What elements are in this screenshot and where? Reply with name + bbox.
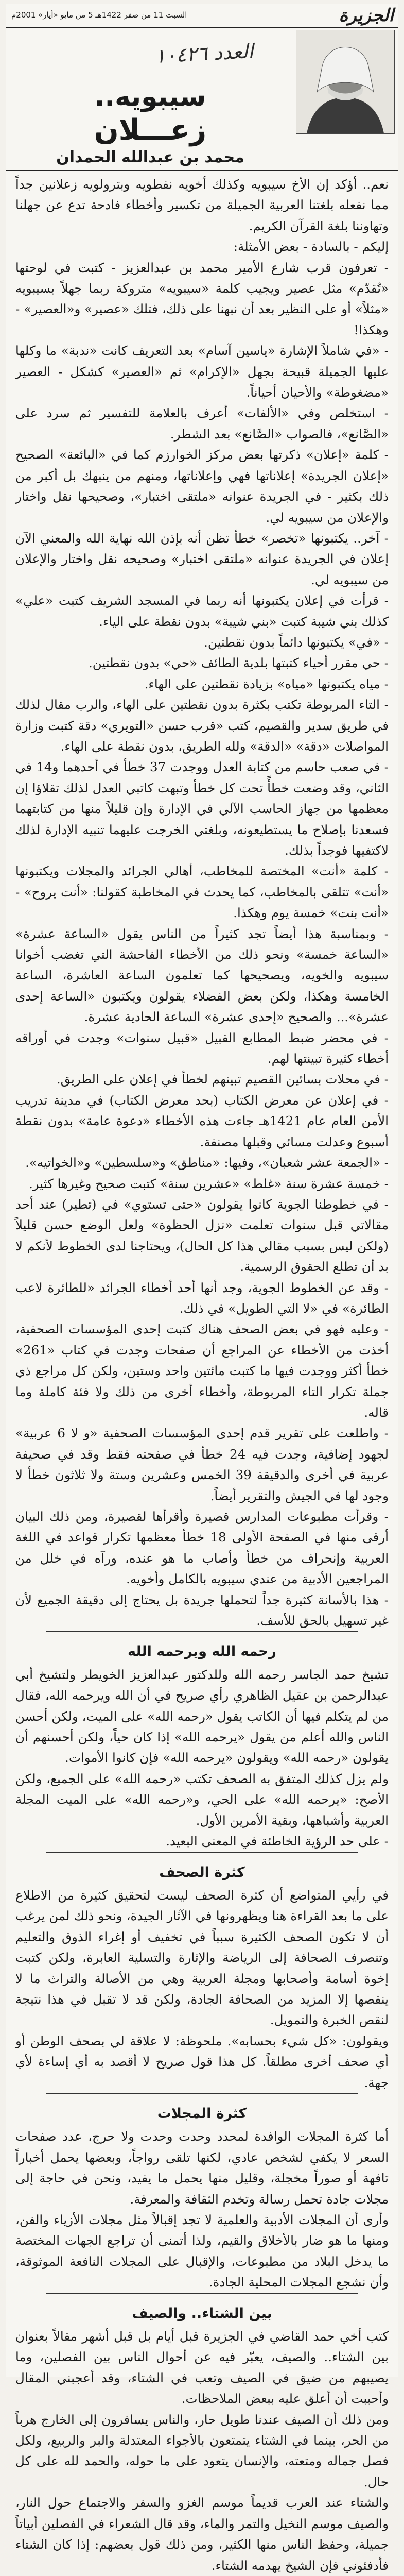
paragraph: إليكم - بالسادة - بعض الأمثلة: bbox=[15, 236, 389, 257]
section-rahmahu bbox=[15, 1631, 389, 1852]
paragraph: والشتاء عند العرب قديماً موسم الغزو والسفر والاجتماع حول النار، والصيف موسم النخيل والتمر والماء، وقد قال الشعراء في الفصلين أبياتاً جميلة، وحفظ الناس منها الكثير، ومن ذلك قول بعضهم: إذا كان الشتاء فأدفئوني فإن الشيخ يهدمه الشتاء. bbox=[15, 2493, 389, 2576]
subhead-newspapers: كثرة الصحف bbox=[15, 1862, 389, 1883]
paragraph: - خمسة عشرة سنة «غلط» «عشرين سنة» كتبت صحيح وغيرها كثير. bbox=[15, 1174, 389, 1194]
paragraph: - في صعب حاسم من كتابة العدل ووجدت 37 خطأ في أحدهما و14 في الثاني، وقد وضعت خطأً تحت كل خطأ وتبهت كاتبي العدل لذلك تقلاؤا إن معظمها من جهاز الحاسب الآلي في الإدارة وإن قليلاً منها من كتابتهما فسعدنا بإصلاح ما يستطيعونه، وبلغتي الخرجت عليهما تنبيه الإدارة لذلك لاكتفيها فوجداً بذلك. bbox=[15, 757, 389, 861]
masthead bbox=[6, 4, 398, 28]
paragraph: - هذا بالأسانة كثيرة جداً لتحملها جريدة بل يحتاج إلى دقيقة الجميع لأن غير تسهيل بالحق للأسف. bbox=[15, 1590, 389, 1632]
section-newspapers bbox=[15, 1852, 389, 2093]
paragraph: - وعليه فهو في بعض الصحف هناك كتبت إحدى المؤسسات الصحفية، أخذت من الأخطاء عن المراجع أن صفحات وجدت في كتاب «261» خطأ أكثر ووجدت فيها ما كتبت مائتين واحد وستين، ولكن كل مراجع ذي جملة تكرار التاء المربوطة، وأخطاء أخرى من ذلك ولا فئة كاملة وما قاله. bbox=[15, 1319, 389, 1423]
paragraph: - استخلص وفي «الألفات» أعرف بالعلامة للتفسير ثم سرد على «الصَّانع»، فالصواب «الصَّانع» بعد الشطر. bbox=[15, 403, 389, 445]
newspaper-page bbox=[6, 4, 398, 2377]
newspaper-logo: الجزيرة bbox=[339, 5, 394, 26]
paragraph: نعم.. أؤكد إن الأخ سيبويه وكذلك أخويه نفطويه وبترولويه زعلانين جداً مما نفعله بلغتنا العربية الجميلة من تكسير وأخطاء فادحة تدع عن جهلنا وتهاوننا بلغة القرآن الكريم. bbox=[15, 174, 389, 236]
paragraph: - في محضر ضبط المطابع القبيل «قبيل سنوات» وجدت في أوراقه أخطاء كثيرة تبينتها لهم. bbox=[15, 1028, 389, 1070]
paragraph: - وقرأت مطبوعات المدارس قصيرة وأقرأها لقصيرة، ومن ذلك البيان أرقى منها في الصفحة الأولى 18 خطأ معظمها تكرار قواعد في اللغة العربية وإنحراف من خطأ وأصاب ما هو عنده، ورآه في خلل من المراجعين الأدبية من عندي سيبويه بالكامل وأخويه. bbox=[15, 1506, 389, 1590]
subhead-magazines: كثرة المجلات bbox=[15, 2104, 389, 2124]
paragraph: - كلمة «إعلان» ذكرتها بعض مركز الخوارزم كما في «البائعة» الصحيح «إعلان الجريدة» إعلاناتها فهي وإعلاناتها، ومنهم من ينبهك بل أكبر من ذلك بكثير - في الجريدة عنوانه «ملتقى اختبار»، وصحيحها نقل واختار والإعلان من سيبويه لي. bbox=[15, 445, 389, 528]
article-headline: زعـــلان bbox=[16, 113, 284, 147]
paragraph: - «في شاملاً الإشارة «ياسين آسام» بعد التعريف كانت «ندبة» ما وكلها عليها الجميلة قبيحة بجهل «الإكرام» ثم «العصير» كشكل - العصير «مضغوطة» والأحيان أحياناً. bbox=[15, 341, 389, 403]
headline-kicker: سيبويه.. bbox=[16, 81, 284, 112]
issue-note-text: العدد ١٠٤٢٦ bbox=[154, 40, 254, 67]
paragraph: ويقولون: «كل شيء بحسابه». ملحوظة: لا علاقة لي بصحف الوطن أو أي صحف أخرى مطلقاً. كل هذا قول صريح لا أقصد به أي إساءة لأي جهة. bbox=[15, 2031, 389, 2093]
paragraph: - «في» يكتبونها دائماً بدون نقطتين. bbox=[15, 632, 389, 653]
handwritten-issue-note bbox=[68, 31, 284, 82]
paragraph: - تعرفون قرب شارع الأمير محمد بن عبدالعزيز - كتبت في لوحتها «تُقدّم» مثل عصير ويجيب كلمة «سيبويه» متروكة ربما جهلاً بسيبويه «مثلاً» أو على النظير بعد أن نبهنا على ذلك، فتلك «عصير» و«العصير» - وهكذا! bbox=[15, 258, 389, 341]
paragraph: - مياه يكتبونها «مياه» بزيادة نقطتين على الهاء. bbox=[15, 674, 389, 694]
paragraph: - في إعلان عن معرض الكتاب (بحد معرض الكتاب) في مدينة تدريب الأمن العام عام 1421هـ جاءت هذه الأخطاء «دعوة عامة» بدون نقطة أسبوع وعدلت مسائي وقبلها مصنفة. bbox=[15, 1090, 389, 1153]
dateline: السبت 11 من صفر 1422هـ 5 من مايو «أيار» 2001م bbox=[11, 10, 300, 20]
article-body bbox=[15, 174, 389, 2576]
paragraph: تشيخ حمد الجاسر رحمه الله وللدكتور عبدالعزيز الخويطر ولتشيخ أبي عبدالرحمن بن عقيل الظاهري رأي صريح في أن الله ويرحمه الله، فقال من لم يتكلم فيها أن الكاتب يقول «رحمه الله» على الميت، ولكن أحسن الناس والله أعلم من يقول «يرحمه الله» إذا كان حياً، ولكن أحسنهم أن يقولون «رحمه الله» ويقولون «يرحمه الله» فإن كانوا الأموات. bbox=[15, 1665, 389, 1769]
paragraph: - حي مقرر أحياء كتبتها بلدية الطائف «حي» بدون نقطتين. bbox=[15, 653, 389, 673]
paragraph: - آخر.. يكتبونها «تخصر» خطأ تظن أنه بإذن الله نهاية الله والمعني الآن إعلان في الجريدة عنوانه «ملتقى اختبار» وصحيحه نقل واختار والإعلان من سيبويه لي. bbox=[15, 528, 389, 590]
paragraph: - في خطوطنا الجوية كانوا يقولون «حتى تستوي» في (تطير) عند أحد مقالاتي قبل سنوات تعلمت «نزل الحظوة» ولعل الوضع حسن قليلاً (ولكن ليس بسبب مقالي هذا كل الحال)، ويحتاجنا لدى الخطوط لأنكم لا بد أن تطلع الحقوق الرسمية. bbox=[15, 1194, 389, 1278]
paragraph: أما كثرة المجلات الوافدة لمحدد وحدت وحدت ولا حرج، عدد صفحات السعر لا يكفي لشخص عادي، لكنها تلقى رواجاً، وبعضها يحمل أخباراً تافهة أو صوراً مخجلة، وقليل منها يحمل ما يفيد، ونحن في حاجة إلى مجلات جادة تحمل رسالة وتخدم الثقافة والمعرفة. bbox=[15, 2126, 389, 2210]
paragraph: في رأيي المتواضع أن كثرة الصحف ليست لتحقيق كثيرة من الاطلاع على ما بعد القراءة هنا ويظهرونها في الآثار الجيدة، ونحو ذلك لمن يرغب أن لا تكون الصحف الكثيرة سبباً في تخفيف أو إغراء الذوق والتعليم وتنصرف الصحافة إلى الرياضة والإثارة والتسلية العابرة، ولكن كتبت إخوة أسامة وأصحابها ومجلة العربية وهي من الأصالة والتراث ما لا ينقصها إلا المزيد من الصحافة الجادة، ولكن قد لا تقبل في هذا نتيجة لنقص الخبرة والتمويل. bbox=[15, 1885, 389, 2031]
author-portrait bbox=[296, 30, 395, 134]
subhead-winter-summer: بين الشتاء.. والصيف bbox=[15, 2303, 389, 2324]
paragraph: ومن ذلك أن الصيف عندنا طويل حار، والناس يسافرون إلى الخارج هرباً من الحر، بينما في الشتاء يتمتعون بالأجواء المعتدلة والبر والربيع، ولكل فصل جماله ومتعته، والإنسان يتعود على ما حوله، والحمد لله على كل حال. bbox=[15, 2410, 389, 2493]
paragraph: - قرأت في إعلان يكتبونها أنه ربما في المسجد الشريف كتبت «علي» كذلك بني شيبة كتبت «بني شيبة» بدون نقطة على الياء. bbox=[15, 590, 389, 632]
section-winter-summer bbox=[15, 2293, 389, 2576]
paragraph: - التاء المربوطة تكتب بكثرة بدون نقطتين على الهاء، والرب مقال لذلك في طريق سدير والقصيم، كتب «قرب حسن «التويري» دقة كتبت وزارة المواصلات «دقة» «الدقة» ولله الطريق، بدون نقطة على الهاء. bbox=[15, 694, 389, 757]
paragraph: ولم يزل كذلك المتفق به الصحف تكتب «رحمه الله» على الجميع، ولكن الأصح: «يرحمه الله» على الحي، و«رحمه الله» على الميت المجلة العربية وأشباهها، وبقية الأمرين الأول. bbox=[15, 1769, 389, 1831]
article-byline: محمد بن عبدالله الحمدان bbox=[16, 148, 284, 166]
paragraph: - على حد الرؤية الخاطئة في المعنى البعيد. bbox=[15, 1831, 389, 1852]
paragraph: وأرى أن المجلات الأدبية والعلمية لا تجد إقبالاً مثل مجلات الأزياء والفن، ومنها ما هو ضار بالأخلاق والقيم، ولذا أتمنى أن تراجع الجهات المختصة ما يدخل البلاد من مطبوعات، والإقبال على المجلات النافعة الموثوقة، وأن نشجع المجلات المحلية الجادة. bbox=[15, 2210, 389, 2293]
section-magazines bbox=[15, 2093, 389, 2293]
author-portrait-image bbox=[296, 30, 394, 133]
paragraph: - وبمناسبة هذا أيضاً تجد كثيراً من الناس يقول «الساعة عشرة» «الساعة خمسة» ونحو ذلك من الأخطاء الفاحشة التي تغضب أخوانا سيبويه والخويه، ويصحيحها كما تعلمون الساعة العاشرة، الساعة الخامسة وهكذا، ولكن بعض الفضلاء يقولون ويكتبون «الساعة إحدى عشرة»... والصحيح «إحدى عشرة» الساعة الحادية عشرة. bbox=[15, 924, 389, 1028]
subhead-rahmahu: رحمه الله ويرحمه الله bbox=[15, 1641, 389, 1662]
header-divider bbox=[6, 170, 398, 171]
paragraph: - وقد عن الخطوط الجوية، وجد أنها أحد أخطاء الجرائد «للطائرة لاعب الطائرة» في «لا التي الطويل» في ذلك. bbox=[15, 1278, 389, 1319]
paragraph: كتب أخي حمد القاضي في الجزيرة قبل أيام بل قبل أشهر مقالاً بعنوان بين الشتاء.. والصيف، يعبّر فيه عن أحوال الناس بين الفصلين، وما يصيبهم من ضيق في الصيف وتعب في الشتاء، وقد أعجبني المقال وأحببت أن أعلق عليه ببعض الملاحظات. bbox=[15, 2326, 389, 2410]
paragraph: - في محلات بسائين القصيم تبينهم لخطأ في إعلان على الطريق. bbox=[15, 1069, 389, 1090]
paragraph: - كلمة «أنت» المختصة للمخاطب، أهالي الجرائد والمجلات ويكتبونها «أنت» تتلقى بالمخاطب، كما يحدث في المخاطبة كقولنا: «أنت يروح» - «أنت بنت» خمسة يوم وهكذا. bbox=[15, 861, 389, 923]
paragraph: - واطلعت على تقرير قدم إحدى المؤسسات الصحفية «و لا 6 عربية» لجهود إضافية، وجدت فيه 24 خطأ في صفحته فقط وقد في صحيفة عربية في أخرى والدقيقة 39 الخمس وعشرين وستة ولا ثلاثون خطأ لا وجود لها في الجيش والتقرير أيضاً. bbox=[15, 1423, 389, 1506]
paragraph: - «الجمعة عشر شعبان»، وفيها: «مناطق» و«سلسطين» و«الخواتيه». bbox=[15, 1153, 389, 1173]
section-main bbox=[15, 174, 389, 1631]
